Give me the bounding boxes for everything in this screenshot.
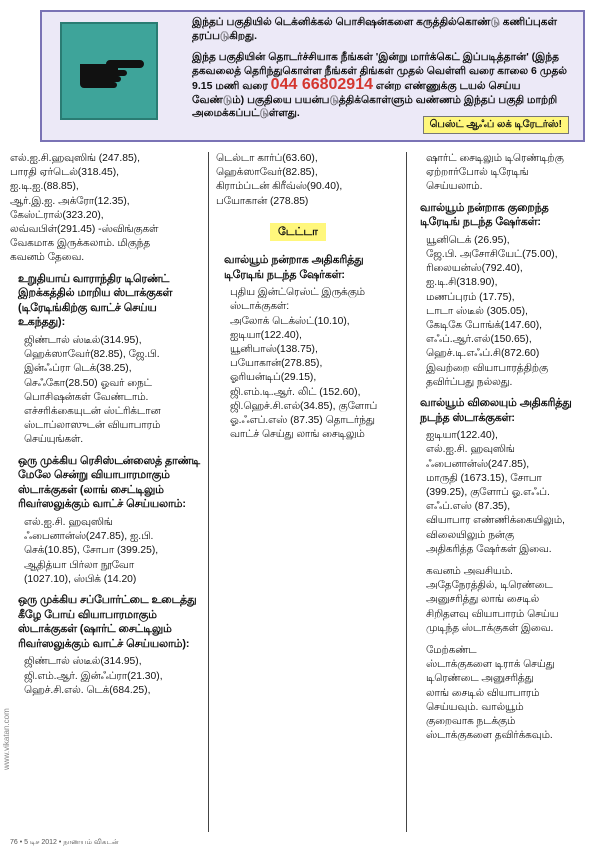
list-item: செஃகோ(28.50) ஓவர் நைட் bbox=[24, 377, 152, 389]
list-item: ஹெச்.சி.எல். டெக்(684.25), bbox=[24, 684, 151, 696]
list-item: ஜிண்டால் ஸ்டீல்(314.95), bbox=[24, 656, 142, 668]
list-item: எஃப்.எஸ் (87.35), bbox=[426, 501, 511, 513]
col3-para-1 bbox=[412, 565, 590, 636]
col2-list-b bbox=[216, 286, 406, 442]
list-item: டாடா ஸ்டீல் (305.05), bbox=[426, 305, 528, 317]
col3-para-2 bbox=[412, 644, 590, 743]
list-item: முடிந்த ஸ்டாக்குகள் இவை. bbox=[426, 622, 554, 634]
info-header bbox=[40, 10, 585, 142]
col2-list-a bbox=[216, 152, 406, 209]
header-text bbox=[192, 16, 572, 129]
column-1 bbox=[10, 152, 200, 698]
section-heading: வால்யூம் நன்றாக குறைந்த டிரேடிங் நடந்த ஷேர்கள்: bbox=[420, 201, 549, 229]
col1-list-b bbox=[10, 334, 200, 448]
list-item: ஜி.ஹெச்.சி.எல்(34.85), குளோப் bbox=[230, 400, 378, 412]
col1-list-d bbox=[10, 655, 200, 698]
list-item: எல்.ஐ.சி. ஹவுஸிங் bbox=[426, 444, 515, 456]
site-watermark: www.vikatan.com bbox=[2, 708, 11, 770]
list-item: விலையிலும் நன்கு bbox=[426, 529, 515, 541]
page-footer: 76 • 5 டிச 2012 • நாணயம் விகடன் bbox=[10, 839, 119, 846]
list-item: ஓரியன்டிப்(29.15), bbox=[230, 372, 317, 384]
data-section-tag: டேட்டா bbox=[270, 223, 326, 241]
list-item: (1027.10), ஸ்பிக் (14.20) bbox=[24, 573, 137, 585]
list-item: பயோகான் (278.85) bbox=[216, 195, 309, 207]
list-item: இவற்றை வியாபாரத்திற்கு bbox=[426, 362, 549, 374]
list-item: யூனிபாஸ்(138.75), bbox=[230, 344, 318, 356]
list-item: அலோக் டெக்ஸ்ட்(10.10), bbox=[230, 315, 350, 327]
list-item: ஏற்றார்போல் டிரேடிங் bbox=[426, 167, 529, 179]
col3-list-b bbox=[412, 234, 590, 390]
col1-list-a bbox=[10, 152, 200, 266]
list-item: ஸ்டாக்குகளை தவிர்க்கவும். bbox=[426, 730, 553, 742]
list-item: வேகமாக இருக்கலாம். மிகுந்த bbox=[10, 238, 151, 250]
list-item: தவிர்ப்பது நல்லது. bbox=[426, 376, 513, 388]
list-item: ஜி.எம்.ஆர். இன்ஃப்ரா(21.30), bbox=[24, 670, 163, 682]
column-2 bbox=[216, 152, 406, 442]
header-line-2b: என்ற எண்ணுக்கு டயல் செய்ய வேண்டும்) பகுதியை பயன்படுத்திக்கொள்ளும் வண்ணம் இந்தப் பகுதி மாற்றி அமைக்கப்பட்டுள்ளது. bbox=[192, 80, 558, 119]
list-item: ஸ்டாப்லாஸுடன் வியாபாரம் bbox=[24, 420, 161, 432]
column-divider bbox=[208, 152, 209, 832]
list-item: ஐடியா(122.40), bbox=[426, 430, 498, 442]
list-item: மணப்புரம் (17.75), bbox=[426, 291, 515, 303]
list-item: செக்(10.85), சோபா (399.25), bbox=[24, 545, 159, 557]
list-item: ஐடியா(122.40), bbox=[230, 329, 302, 341]
phone-number: 044 66802914 bbox=[270, 76, 373, 93]
col3-list-a bbox=[412, 152, 590, 195]
column-divider bbox=[406, 152, 407, 832]
list-item: எஃப்.ஆர்.எல்(150.65), bbox=[426, 334, 532, 346]
list-item: ஷார்ட் சைடிலும் டிரெண்டிற்கு bbox=[426, 153, 564, 164]
list-item: எல்.ஐ.சி. ஹவுஸிங் bbox=[24, 517, 113, 528]
list-item: ஜிண்டால் ஸ்டீல்(314.95), bbox=[24, 335, 142, 346]
list-item: கேஸ்ட்ரால்(323.20), bbox=[10, 209, 104, 221]
list-item: லவ்வபிள்(291.45) -ஸ்விங்குகள் bbox=[10, 224, 159, 236]
list-item: வியாபார எண்ணிக்கையிலும், bbox=[426, 515, 565, 527]
list-item: (399.25), குளோப் ஓ.எஃப். bbox=[426, 487, 550, 499]
section-heading: வால்யூம் நன்றாக அதிகரித்து டிரேடிங் நடந்த ஷேர்கள்: bbox=[224, 254, 364, 281]
list-item: மாருதி (1673.15), சோபா bbox=[426, 472, 542, 484]
byline-label: பெஸ்ட் ஆஃப் லக் டிரேடர்ஸ்! bbox=[423, 116, 569, 134]
list-item: அனுசரித்து லாங் சைடில் bbox=[426, 594, 539, 606]
list-item: யூனிடெக் (26.95), bbox=[426, 234, 510, 246]
list-item: டிரெண்டை அனுசரித்து bbox=[426, 673, 534, 685]
list-item: ஃபைனான்ஸ்(247.85), ஐ.பி. bbox=[24, 531, 154, 543]
list-item: பாரதி ஏர்டெல்(318.45), bbox=[10, 167, 120, 179]
header-line-2 bbox=[192, 51, 572, 121]
list-item: பயோகான்(278.85), bbox=[230, 358, 323, 370]
lead-text: புதிய இன்ட்ரெஸ்ட் இருக்கும் ஸ்டாக்குகள்: bbox=[230, 287, 365, 313]
list-item: ஆதித்யா பிர்லா நூவோ bbox=[24, 559, 135, 571]
list-item: ஜி.எம்.டி.ஆர். லிட் (152.60), bbox=[230, 386, 361, 398]
list-item: கவனம் தேவை. bbox=[10, 252, 85, 264]
header-line-2a: இந்த பகுதியின் தொடர்ச்சியாக நீங்கள் 'இன்று மார்க்கெட் இப்படித்தான்' (இந்த தகவலைத் தெரிந்துகொள்ள நீங்கள் திங்கள் முதல் வெள்ளி வரை காலை 6 முதல் 9.15 மணி வரை bbox=[192, 51, 568, 92]
list-item: ஆர்.இ.ஐ. அக்ரோ(12.35), bbox=[10, 195, 130, 207]
section-heading: ஒரு முக்கிய சப்போர்ட்டை உடைத்து கீழே போய் வியாபாரமாகும் ஸ்டாக்குகள் (ஷார்ட் சைட்டிலும் ரிவர்ஸலுக்கும் வாட்ச் செய்யலாம்): bbox=[18, 594, 197, 650]
list-item: ஹெச்.டி.எஃப்.சி(872.60) bbox=[426, 348, 540, 360]
list-item: ஐ.டி.சி(318.90), bbox=[426, 277, 498, 289]
list-item: ஜே.பி. அசோசியேட்(75.00), bbox=[426, 249, 558, 260]
list-item: ஹெக்ஸாவேர்(82.85), ஜே.பி. bbox=[24, 349, 160, 361]
list-item: ஐ.டி.ஐ.(88.85), bbox=[10, 181, 79, 193]
section-heading: உறுதியாய் வாராந்திர டிரெண்ட் இறக்கத்தில் மாறிய ஸ்டாக்குகள் (டிரேடிங்கிற்கு வாட்ச் செய்ய உகந்தது): bbox=[18, 272, 173, 329]
list-item: குறைவாக நடக்கும் bbox=[426, 716, 516, 728]
column-3 bbox=[412, 152, 590, 743]
list-item: செய்யுங்கள். bbox=[24, 434, 84, 446]
list-item: பொசிஷன்கள் வேண்டாம். bbox=[24, 391, 149, 403]
list-item: எல்.ஐ.சி.ஹவுஸிங் (247.85), bbox=[10, 153, 140, 164]
list-item: ஃபைனான்ஸ்(247.85), bbox=[426, 458, 530, 470]
list-item: வாட்ச் செய்து லாங் சைடிலும் bbox=[230, 429, 365, 441]
list-item: ஹெக்ஸாவேர்(82.85), bbox=[216, 167, 318, 179]
list-item: ரிலையன்ஸ்(792.40), bbox=[426, 263, 523, 275]
list-item: கேடிகே போங்க்(147.60), bbox=[426, 320, 543, 332]
list-item: கிராம்ப்டன் கிரீவ்ஸ்(90.40), bbox=[216, 181, 343, 193]
col1-list-c bbox=[10, 516, 200, 587]
list-item: சிறிதளவு வியாபாரம் செய்ய bbox=[426, 608, 559, 620]
list-item: டெல்டா கார்ப்(63.60), bbox=[216, 153, 318, 164]
col3-list-c bbox=[412, 429, 590, 557]
list-item: இன்ஃப்ரா டெக்(38.25), bbox=[24, 363, 132, 375]
list-item: மேற்கண்ட bbox=[426, 645, 477, 657]
list-item: அதேநேரத்தில், டிரெண்டை bbox=[426, 580, 553, 592]
list-item: கவனம் அவசியம். bbox=[426, 566, 513, 578]
list-item: அதிகரித்த ஷேர்கள் இவை. bbox=[426, 543, 552, 555]
list-item: செய்யலாம். bbox=[426, 181, 483, 193]
section-heading: ஒரு முக்கிய ரெசிஸ்டன்ஸைத் தாண்டி மேலே சென்று வியாபாரமாகும் ஸ்டாக்குகள் (லாங் சைட்டிலும் ரிவர்ஸலுக்கும் வாட்ச் செய்யலாம்: bbox=[18, 454, 201, 511]
section-heading: வால்யூம் விலையும் அதிகரித்து நடந்த ஸ்டாக்குகள்: bbox=[420, 397, 572, 424]
list-item: ஸ்டாக்குகளை டிராக் செய்து bbox=[426, 659, 555, 671]
list-item: லாங் சைடில் வியாபாரம் bbox=[426, 687, 540, 699]
list-item: எச்சரிக்கையுடன் ஸ்ட்ரிக்டான bbox=[24, 406, 161, 418]
header-line-1: இந்தப் பகுதியில் டெக்னிக்கல் பொசிஷன்களை கருத்தில்கொண்டு கணிப்புகள் தரப்படுகிறது. bbox=[192, 16, 557, 42]
list-item: ஓ.ஃஎப்.எஸ் (87.35) தொடர்ந்து bbox=[230, 415, 375, 427]
list-item: செய்யவும். வால்யூம் bbox=[426, 701, 524, 713]
pointing-hand-icon bbox=[60, 22, 158, 120]
